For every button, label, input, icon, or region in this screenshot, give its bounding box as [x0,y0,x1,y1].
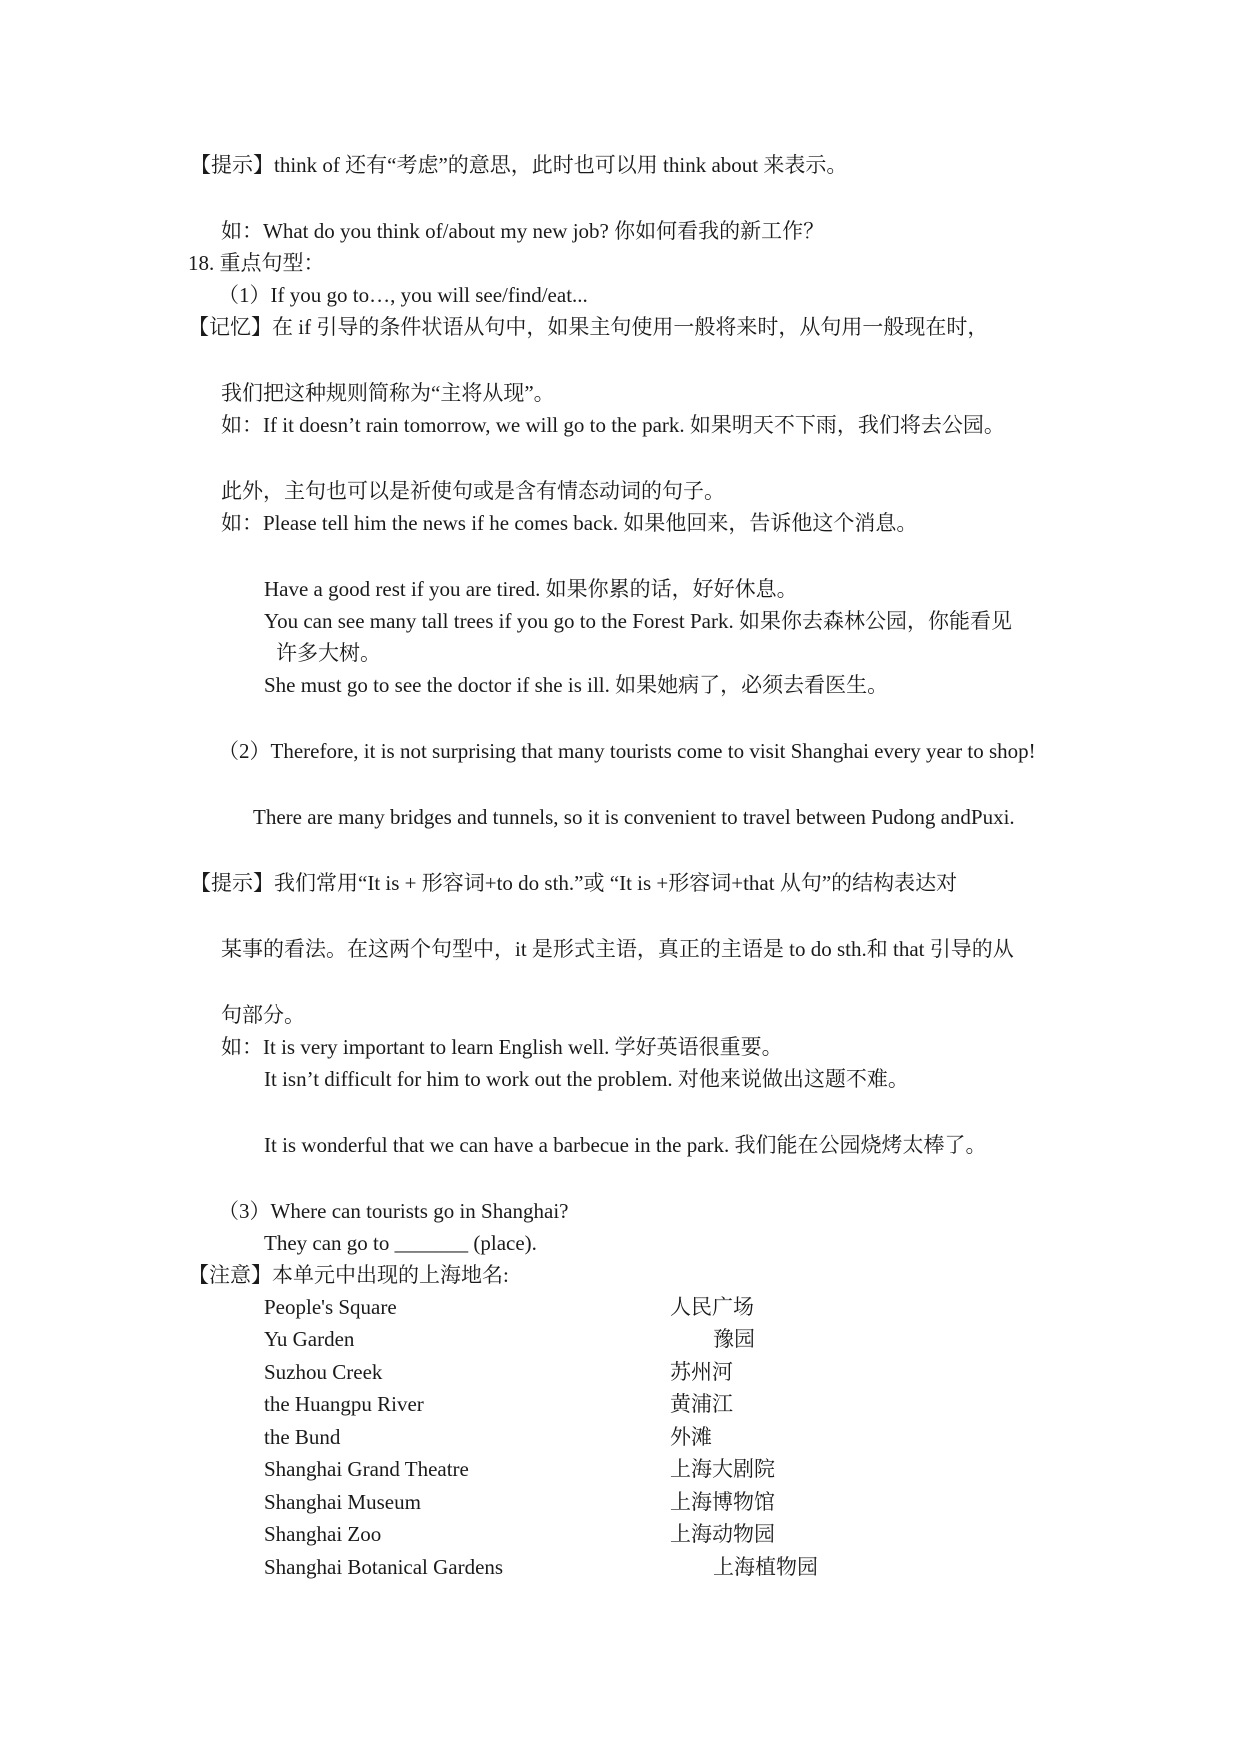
example-news: 如：Please tell him the news if he comes back. 如果他回来，告诉他这个消息。 [221,511,918,535]
example-difficult: It isn’t difficult for him to work out the problem. 对他来说做出这题不难。 [264,1067,909,1091]
place-name-en: the Huangpu River [264,1392,424,1416]
hint-it-is-cont: 某事的看法。在这两个句型中，it 是形式主语，真正的主语是 to do sth.和 that 引导的从 [221,937,1014,961]
place-name-zh: 上海动物园 [670,1522,775,1546]
place-name-en: the Bund [264,1425,341,1449]
example-barbecue: It is wonderful that we can have a barbecue in the park. 我们能在公园烧烤太棒了。 [264,1133,987,1157]
pattern-2-example: There are many bridges and tunnels, so it is convenient to travel between Pudong andPuxi. [253,805,1015,829]
example-think-of: 如：What do you think of/about my new job? 你如何看我的新工作？ [221,219,825,243]
place-name-zh: 外滩 [670,1425,712,1449]
pattern-3-answer: They can go to _______ (place). [264,1231,537,1255]
place-name-en: Shanghai Botanical Gardens [264,1555,504,1579]
example-important: 如：It is very important to learn English well. 学好英语很重要。 [221,1035,783,1059]
hint-it-is-cont-2: 句部分。 [221,1003,305,1027]
example-forest-park: You can see many tall trees if you go to the Forest Park. 如果你去森林公园，你能看见 [264,609,1012,633]
section-heading-18: 18. 重点句型： [188,251,325,275]
place-name-zh: 豫园 [713,1327,755,1351]
memory-note: 【记忆】在 if 引导的条件状语从句中，如果主句使用一般将来时，从句用一般现在时， [188,315,989,339]
place-name-zh: 上海植物园 [713,1555,818,1579]
place-name-zh: 黄浦江 [670,1392,733,1416]
memory-note-cont: 我们把这种规则简称为“主将从现”。 [221,381,555,405]
place-name-en: Shanghai Zoo [264,1522,382,1546]
place-name-zh: 上海博物馆 [670,1490,775,1514]
place-name-en: Shanghai Grand Theatre [264,1457,469,1481]
example-doctor: She must go to see the doctor if she is ill. 如果她病了，必须去看医生。 [264,673,889,697]
place-name-en: Suzhou Creek [264,1360,383,1384]
pattern-1-heading: （1）If you go to…, you will see/find/eat... [218,283,588,307]
example-rain: 如：If it doesn’t rain tomorrow, we will go to the park. 如果明天不下雨，我们将去公园。 [221,413,1005,437]
example-forest-park-cont: 许多大树。 [276,641,381,665]
pattern-3-heading: （3）Where can tourists go in Shanghai? [218,1199,569,1223]
example-rest: Have a good rest if you are tired. 如果你累的话，好好休息。 [264,577,798,601]
hint-it-is: 【提示】我们常用“It is + 形容词+to do sth.”或 “It is +形容词+that 从句”的结构表达对 [190,871,958,895]
place-name-zh: 苏州河 [670,1360,733,1384]
pattern-2-heading: （2）Therefore, it is not surprising that many tourists come to visit Shanghai every year to shop! [218,739,1036,763]
attention-note: 【注意】本单元中出现的上海地名: [188,1263,509,1287]
hint-think-of: 【提示】think of 还有“考虑”的意思，此时也可以用 think about 来表示。 [190,153,848,177]
place-name-en: Shanghai Museum [264,1490,421,1514]
place-name-zh: 上海大剧院 [670,1457,775,1481]
place-name-en: Yu Garden [264,1327,355,1351]
place-name-en: People's Square [264,1295,397,1319]
additional-note: 此外，主句也可以是祈使句或是含有情态动词的句子。 [221,479,725,503]
place-name-zh: 人民广场 [670,1295,754,1319]
